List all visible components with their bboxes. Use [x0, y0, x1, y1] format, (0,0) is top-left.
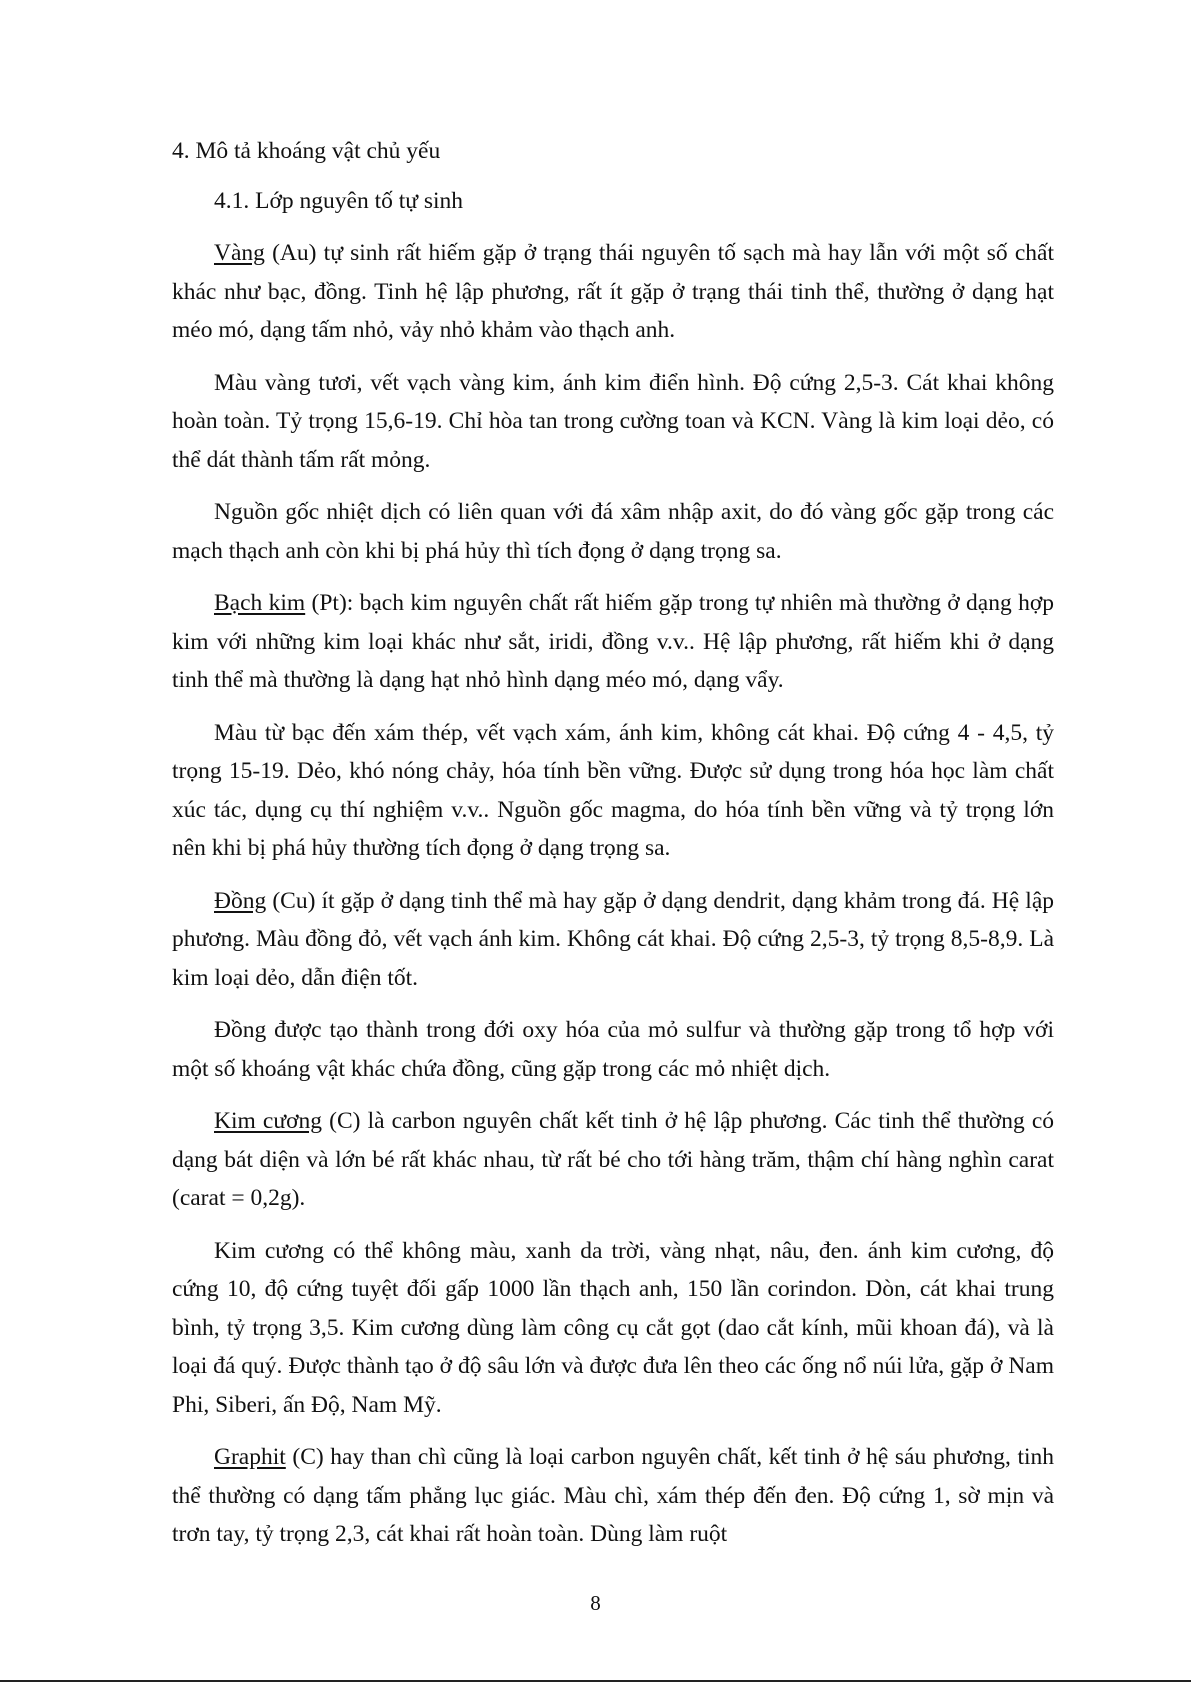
mineral-term-gold: Vàng: [214, 240, 265, 266]
paragraph-gold-intro: [172, 234, 1054, 350]
paragraph-text: Đồng được tạo thành trong đới oxy hóa của mỏ sulfur và thường gặp trong tổ hợp với một số khoáng vật khác chứa đồng, cũng gặp trong các mỏ nhiệt dịch.: [172, 1017, 1054, 1082]
paragraph-text: (Cu) ít gặp ở dạng tinh thể mà hay gặp ở dạng dendrit, dạng khảm trong đá. Hệ lập phương. Màu đồng đỏ, vết vạch ánh kim. Không cát khai. Độ cứng 2,5-3, tỷ trọng 8,5-8,9. Là kim loại dẻo, dẫn điện tốt.: [172, 887, 1054, 991]
paragraph-copper-origin: [172, 1011, 1054, 1088]
section-heading: 4. Mô tả khoáng vật chủ yếu: [172, 138, 441, 164]
paragraph-diamond-intro: [172, 1102, 1054, 1218]
paragraph-text: (Pt): bạch kim nguyên chất rất hiếm gặp trong tự nhiên mà thường ở dạng hợp kim với những kim loại khác như sắt, iridi, đồng v.v.. Hệ lập phương, rất hiếm khi ở dạng tinh thể mà thường là dạng hạt nhỏ hình dạng méo mó, dạng vẩy.: [172, 590, 1055, 693]
mineral-term-diamond: Kim cương: [214, 1108, 322, 1134]
paragraph-platinum-properties: [172, 714, 1054, 868]
mineral-term-copper: Đồng: [214, 887, 267, 914]
mineral-term-platinum: Bạch kim: [214, 590, 306, 616]
mineral-term-graphite: Graphit: [214, 1444, 286, 1470]
page-number: 8: [590, 1591, 601, 1615]
paragraph-text: (Au) tự sinh rất hiếm gặp ở trạng thái nguyên tố sạch mà hay lẫn với một số chất khác như bạc, đồng. Tinh hệ lập phương, rất ít gặp ở trạng thái tinh thể, thường ở dạng hạt méo mó, dạng tấm nhỏ, vảy nhỏ khảm vào thạch anh.: [172, 240, 1054, 343]
paragraph-diamond-properties: [172, 1232, 1054, 1425]
bottom-rule: [0, 1680, 1191, 1682]
subsection-heading: 4.1. Lớp nguyên tố tự sinh: [214, 188, 464, 214]
paragraph-text: Kim cương có thể không màu, xanh da trời, vàng nhạt, nâu, đen. ánh kim cương, độ cứng 10, độ cứng tuyệt đối gấp 1000 lần thạch anh, 150 lần corindon. Dòn, cát khai trung bình, tỷ trọng 3,5. Kim cương dùng làm công cụ cắt gọt (dao cắt kính, mũi khoan đá), và là loại đá quý. Được thành tạo ở độ sâu lớn và được đưa lên theo các ống nổ núi lửa, gặp ở Nam Phi, Siberi, ấn Độ, Nam Mỹ.: [172, 1237, 1054, 1418]
paragraph-text: (C) hay than chì cũng là loại carbon nguyên chất, kết tinh ở hệ sáu phương, tinh thể thường có dạng tấm phẳng lục giác. Màu chì, xám thép đến đen. Độ cứng 1, sờ mịn và trơn tay, tỷ trọng 2,3, cát khai rất hoàn toàn. Dùng làm ruột: [172, 1444, 1054, 1547]
paragraph-text: Màu vàng tươi, vết vạch vàng kim, ánh kim điển hình. Độ cứng 2,5-3. Cát khai không hoàn toàn. Tỷ trọng 15,6-19. Chỉ hòa tan trong cường toan và KCN. Vàng là kim loại dẻo, có thể dát thành tấm rất mỏng.: [172, 369, 1054, 473]
page-content: [172, 132, 1054, 1568]
paragraph-text: Màu từ bạc đến xám thép, vết vạch xám, ánh kim, không cát khai. Độ cứng 4 - 4,5, tỷ trọng 15-19. Dẻo, khó nóng chảy, hóa tính bền vững. Được sử dụng trong hóa học làm chất xúc tác, dụng cụ thí nghiệm v.v.. Nguồn gốc magma, do hóa tính bền vững và tỷ trọng lớn nên khi bị phá hủy thường tích đọng ở dạng trọng sa.: [172, 719, 1054, 861]
paragraph-graphite-intro: [172, 1438, 1054, 1554]
paragraph-gold-origin: [172, 493, 1054, 570]
paragraph-platinum-intro: [172, 584, 1054, 700]
paragraph-gold-properties: [172, 364, 1054, 480]
paragraph-copper-intro: [172, 882, 1054, 998]
paragraph-text: Nguồn gốc nhiệt dịch có liên quan với đá xâm nhập axit, do đó vàng gốc gặp trong các mạch thạch anh còn khi bị phá hủy thì tích đọng ở dạng trọng sa.: [172, 499, 1054, 564]
paragraph-text: (C) là carbon nguyên chất kết tinh ở hệ lập phương. Các tinh thể thường có dạng bát diện và lớn bé rất khác nhau, từ rất bé cho tới hàng trăm, thậm chí hàng nghìn carat (carat = 0,2g).: [172, 1108, 1055, 1211]
